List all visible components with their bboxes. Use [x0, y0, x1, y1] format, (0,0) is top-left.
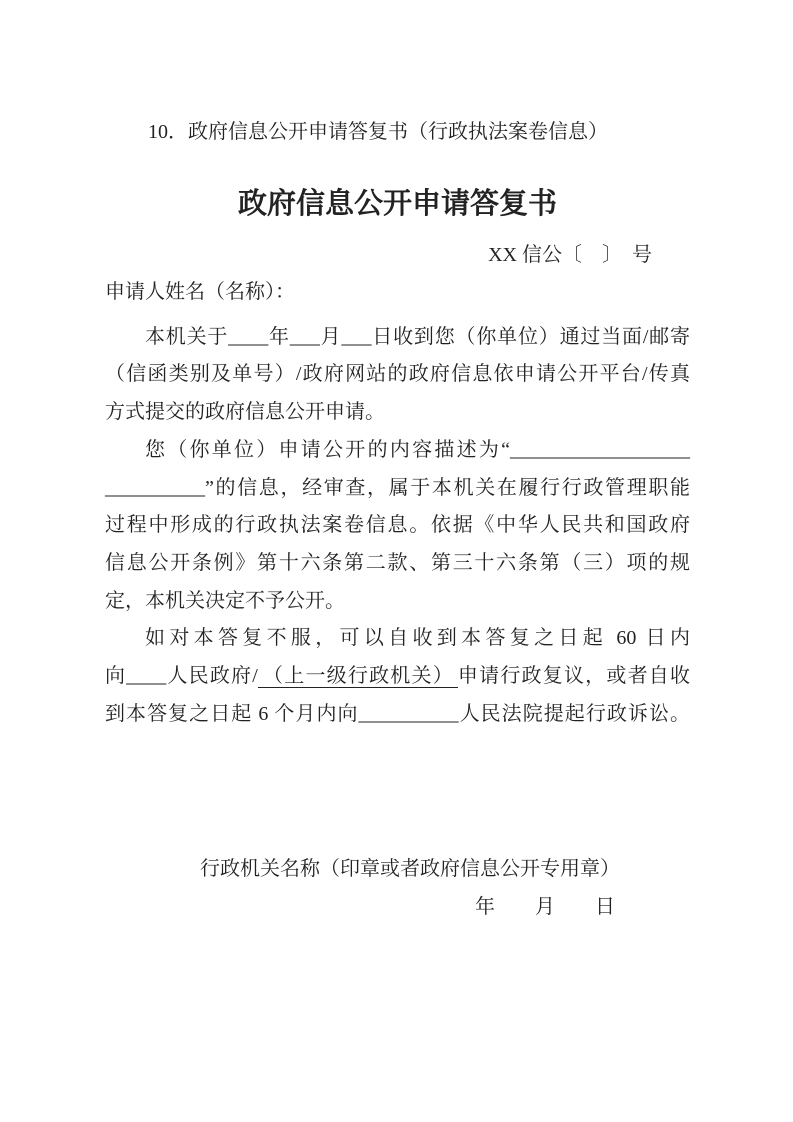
text-segment: 申请行政复议，或者自收 [457, 665, 690, 688]
paragraph3-line2 [105, 658, 690, 696]
underlined-superior-agency-blank: （上一级行政机关） [258, 665, 458, 688]
item-heading: 10．政府信息公开申请答复书（行政执法案卷信息） [148, 121, 608, 143]
paragraph2-line4: 信息公开条例》第十六条第二款、第三十六条第（三）项的规 [105, 551, 690, 574]
applicant-name-label: 申请人姓名（名称）： [105, 281, 295, 303]
paragraph3-line1: 如对本答复不服，可以自收到本答复之日起 60 日内 [145, 627, 690, 650]
paragraph3-line3: 到本答复之日起 6 个月内向__________人民法院提起行政诉讼。 [105, 702, 690, 725]
paragraph1-line3: 方式提交的政府信息公开申请。 [105, 401, 385, 424]
page-title: 政府信息公开申请答复书 [237, 188, 557, 220]
paragraph1-line1: 本机关于____年___月___日收到您（你单位）通过当面/邮寄 [145, 325, 690, 348]
paragraph2-line2: __________”的信息，经审查，属于本机关在履行行政管理职能 [105, 476, 690, 499]
paragraph2-line5: 定，本机关决定不予公开。 [105, 589, 345, 612]
text-segment: 向____人民政府/ [105, 665, 258, 688]
signature-agency-line: 行政机关名称（印章或者政府信息公开专用章） [200, 858, 620, 881]
signature-date-line: 年 月 日 [475, 896, 615, 919]
doc-number: XX 信公〔 〕 号 [488, 244, 652, 266]
paragraph2-line1: 您（你单位）申请公开的内容描述为“__________________ [145, 438, 690, 461]
paragraph2-line3: 过程中形成的行政执法案卷信息。依据《中华人民共和国政府 [105, 514, 690, 537]
paragraph1-line2: （信函类别及单号）/政府网站的政府信息依申请公开平台/传真 [105, 363, 690, 386]
